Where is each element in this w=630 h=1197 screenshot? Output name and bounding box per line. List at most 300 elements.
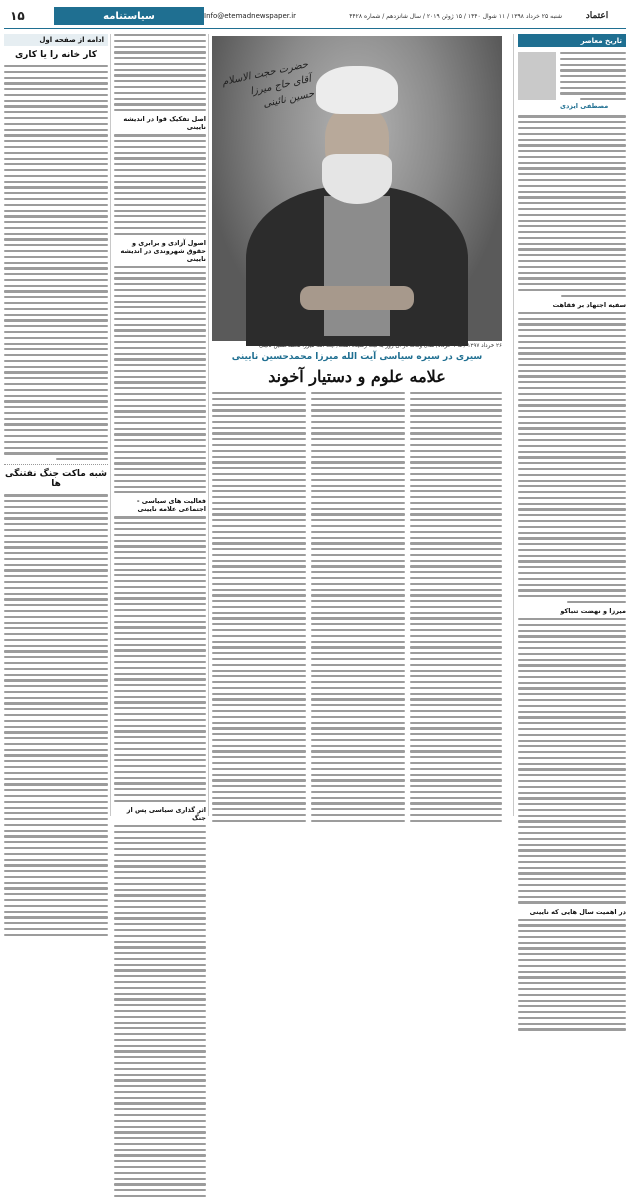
text-line bbox=[518, 797, 626, 799]
text-line bbox=[114, 848, 206, 850]
text-line bbox=[4, 864, 108, 866]
text-line bbox=[114, 894, 206, 896]
article-text bbox=[114, 825, 206, 1197]
text-line bbox=[114, 597, 206, 599]
text-line bbox=[212, 583, 306, 585]
text-line bbox=[311, 502, 405, 504]
text-line bbox=[560, 81, 626, 83]
text-line bbox=[114, 480, 206, 482]
text-line bbox=[311, 762, 405, 764]
text-line bbox=[518, 1011, 626, 1013]
text-line bbox=[4, 100, 108, 102]
text-line bbox=[4, 267, 108, 269]
text-line bbox=[212, 704, 306, 706]
text-line bbox=[518, 670, 626, 672]
text-line bbox=[114, 134, 206, 136]
text-line bbox=[311, 698, 405, 700]
text-line bbox=[212, 750, 306, 752]
text-line bbox=[114, 644, 206, 646]
text-line bbox=[212, 727, 306, 729]
issue-line: شنبه ۲۵ خرداد ۱۳۹۸ / ۱۱ شوال ۱۴۴۰ / ۱۵ ژوئن ۲۰۱۹ / سال شانزدهم / شماره ۴۴۲۸ bbox=[349, 12, 562, 20]
text-line bbox=[4, 423, 108, 425]
text-line bbox=[212, 398, 306, 400]
text-line bbox=[114, 1137, 206, 1139]
text-line bbox=[518, 150, 626, 152]
text-line bbox=[114, 906, 206, 908]
text-line bbox=[114, 1085, 206, 1087]
text-line bbox=[410, 450, 502, 452]
text-line bbox=[518, 404, 626, 406]
text-line bbox=[518, 936, 626, 938]
text-line bbox=[560, 87, 626, 89]
text-line bbox=[114, 993, 206, 995]
text-line bbox=[114, 376, 206, 378]
text-line bbox=[212, 774, 306, 776]
text-line bbox=[114, 551, 206, 553]
text-line bbox=[311, 450, 405, 452]
text-line bbox=[4, 847, 108, 849]
newspaper-logo[interactable]: اعتماد bbox=[585, 11, 609, 21]
text-line bbox=[518, 734, 626, 736]
text-line bbox=[518, 982, 626, 984]
text-line bbox=[311, 704, 405, 706]
text-line bbox=[114, 163, 206, 165]
text-line bbox=[114, 1033, 206, 1035]
text-line bbox=[4, 616, 108, 618]
text-line bbox=[4, 535, 108, 537]
column-tab: تاریخ معاصر bbox=[518, 34, 626, 47]
column-divider bbox=[208, 34, 209, 816]
text-line bbox=[410, 681, 502, 683]
text-line bbox=[311, 537, 405, 539]
text-line bbox=[4, 134, 108, 136]
text-line bbox=[114, 1102, 206, 1104]
subhead: در اهمیت سال هایی که نایینی bbox=[529, 907, 626, 916]
text-line bbox=[212, 432, 306, 434]
text-line bbox=[518, 127, 626, 129]
text-line bbox=[212, 808, 306, 810]
text-line bbox=[114, 353, 206, 355]
text-line bbox=[114, 900, 206, 902]
text-line bbox=[212, 438, 306, 440]
text-line bbox=[4, 760, 108, 762]
text-line bbox=[114, 626, 206, 628]
text-line bbox=[4, 308, 108, 310]
text-line bbox=[311, 565, 405, 567]
text-line bbox=[410, 762, 502, 764]
text-line bbox=[311, 820, 405, 822]
subhead: اثر گذاری سیاسی پس از جنگ bbox=[126, 805, 206, 822]
text-line bbox=[114, 433, 206, 435]
text-line bbox=[311, 554, 405, 556]
text-line bbox=[518, 884, 626, 886]
text-line bbox=[518, 809, 626, 811]
text-line bbox=[518, 635, 626, 637]
text-line bbox=[410, 802, 502, 804]
text-line bbox=[114, 534, 206, 536]
text-line bbox=[212, 600, 306, 602]
text-line bbox=[410, 485, 502, 487]
text-line bbox=[518, 191, 626, 193]
text-line bbox=[311, 456, 405, 458]
text-line bbox=[4, 668, 108, 670]
text-line bbox=[4, 905, 108, 907]
text-line bbox=[114, 877, 206, 879]
text-line bbox=[114, 34, 206, 36]
text-line bbox=[311, 664, 405, 666]
text-line bbox=[410, 716, 502, 718]
text-line bbox=[311, 733, 405, 735]
text-line bbox=[4, 558, 108, 560]
text-line bbox=[311, 617, 405, 619]
column-divider bbox=[110, 34, 111, 816]
text-line bbox=[518, 896, 626, 898]
text-line bbox=[518, 520, 626, 522]
text-line bbox=[410, 629, 502, 631]
text-line bbox=[4, 395, 108, 397]
text-line bbox=[4, 181, 108, 183]
text-line bbox=[114, 935, 206, 937]
text-line bbox=[4, 129, 108, 131]
text-line bbox=[4, 529, 108, 531]
text-line bbox=[518, 225, 626, 227]
text-line bbox=[114, 221, 206, 223]
text-line bbox=[56, 458, 108, 460]
text-line bbox=[114, 831, 206, 833]
text-line bbox=[4, 227, 108, 229]
text-line bbox=[4, 412, 108, 414]
text-line bbox=[518, 289, 626, 291]
text-line bbox=[311, 716, 405, 718]
continuation-tag: ادامه از صفحه اول bbox=[4, 34, 108, 46]
text-line bbox=[114, 969, 206, 971]
intro-text bbox=[560, 52, 626, 110]
text-line bbox=[410, 565, 502, 567]
text-line bbox=[518, 329, 626, 331]
text-line bbox=[212, 791, 306, 793]
text-line bbox=[114, 1114, 206, 1116]
article-text bbox=[4, 65, 108, 460]
text-line bbox=[212, 427, 306, 429]
text-line bbox=[410, 508, 502, 510]
text-line bbox=[4, 783, 108, 785]
text-line bbox=[114, 157, 206, 159]
text-line bbox=[311, 542, 405, 544]
text-line bbox=[518, 526, 626, 528]
text-line bbox=[114, 1091, 206, 1093]
text-line bbox=[518, 491, 626, 493]
text-line bbox=[311, 791, 405, 793]
section-divider bbox=[4, 464, 108, 465]
text-line bbox=[4, 175, 108, 177]
text-line bbox=[114, 889, 206, 891]
text-line bbox=[518, 277, 626, 279]
text-line bbox=[4, 494, 108, 496]
text-line bbox=[518, 740, 626, 742]
text-line bbox=[311, 675, 405, 677]
text-line bbox=[4, 400, 108, 402]
text-line bbox=[410, 727, 502, 729]
text-line bbox=[4, 928, 108, 930]
text-line bbox=[4, 598, 108, 600]
text-line bbox=[518, 560, 626, 562]
text-line bbox=[311, 814, 405, 816]
text-line bbox=[212, 496, 306, 498]
photo-caption: ۲۶ خرداد ۱۲۹۷ / ۱۹۵ خرداد/ سال وفات در آن روز به ثبت رسیده است/ آیت الله میرزا محمدحسین نائینی bbox=[258, 343, 502, 349]
text-line bbox=[114, 399, 206, 401]
text-line bbox=[212, 473, 306, 475]
text-line bbox=[4, 105, 108, 107]
text-line bbox=[311, 392, 405, 394]
text-line bbox=[311, 444, 405, 446]
text-line bbox=[518, 942, 626, 944]
text-line bbox=[114, 312, 206, 314]
text-line bbox=[114, 1004, 206, 1006]
text-line bbox=[410, 774, 502, 776]
text-line bbox=[518, 838, 626, 840]
text-line bbox=[410, 467, 502, 469]
text-line bbox=[518, 358, 626, 360]
text-line bbox=[4, 500, 108, 502]
text-line bbox=[212, 450, 306, 452]
text-line bbox=[518, 792, 626, 794]
text-line bbox=[4, 123, 108, 125]
text-line bbox=[212, 814, 306, 816]
text-line bbox=[114, 574, 206, 576]
text-line bbox=[518, 751, 626, 753]
text-line bbox=[212, 652, 306, 654]
text-line bbox=[311, 785, 405, 787]
text-line bbox=[212, 635, 306, 637]
text-line bbox=[518, 375, 626, 377]
text-line bbox=[4, 435, 108, 437]
text-line bbox=[560, 52, 626, 54]
text-line bbox=[114, 1183, 206, 1185]
text-line bbox=[114, 204, 206, 206]
text-line bbox=[410, 571, 502, 573]
text-line bbox=[212, 623, 306, 625]
text-line bbox=[4, 117, 108, 119]
text-line bbox=[114, 865, 206, 867]
text-line bbox=[311, 779, 405, 781]
text-line bbox=[212, 485, 306, 487]
text-line bbox=[518, 745, 626, 747]
text-line bbox=[518, 196, 626, 198]
text-line bbox=[4, 343, 108, 345]
text-line bbox=[518, 162, 626, 164]
text-line bbox=[114, 215, 206, 217]
text-line bbox=[518, 711, 626, 713]
text-line bbox=[114, 929, 206, 931]
text-line bbox=[114, 580, 206, 582]
text-line bbox=[518, 861, 626, 863]
text-line bbox=[114, 410, 206, 412]
text-line bbox=[311, 415, 405, 417]
text-line bbox=[4, 650, 108, 652]
text-line bbox=[567, 601, 626, 603]
text-line bbox=[114, 283, 206, 285]
text-line bbox=[410, 415, 502, 417]
text-line bbox=[518, 422, 626, 424]
text-line bbox=[560, 69, 626, 71]
text-line bbox=[518, 248, 626, 250]
text-line bbox=[4, 163, 108, 165]
story-column-1 bbox=[410, 392, 502, 816]
text-line bbox=[518, 1000, 626, 1002]
text-line bbox=[114, 40, 206, 42]
text-line bbox=[4, 204, 108, 206]
text-line bbox=[4, 198, 108, 200]
text-line bbox=[114, 860, 206, 862]
text-line bbox=[518, 1017, 626, 1019]
text-line bbox=[311, 635, 405, 637]
text-line bbox=[311, 577, 405, 579]
contact-email[interactable]: Info@etemadnewspaper.ir bbox=[204, 12, 297, 20]
text-line bbox=[518, 878, 626, 880]
text-line bbox=[212, 820, 306, 822]
text-line bbox=[560, 92, 626, 94]
text-line bbox=[410, 808, 502, 810]
text-line bbox=[518, 260, 626, 262]
text-line bbox=[518, 578, 626, 580]
text-line bbox=[212, 531, 306, 533]
text-line bbox=[212, 444, 306, 446]
text-line bbox=[311, 623, 405, 625]
text-line bbox=[4, 685, 108, 687]
text-line bbox=[410, 438, 502, 440]
text-line bbox=[518, 352, 626, 354]
text-line bbox=[518, 647, 626, 649]
text-line bbox=[114, 759, 206, 761]
text-line bbox=[311, 687, 405, 689]
text-line bbox=[410, 641, 502, 643]
text-line bbox=[114, 545, 206, 547]
text-line bbox=[114, 923, 206, 925]
story-column-3 bbox=[212, 392, 306, 816]
text-line bbox=[518, 208, 626, 210]
text-line bbox=[212, 739, 306, 741]
text-line bbox=[311, 606, 405, 608]
text-line bbox=[311, 652, 405, 654]
text-line bbox=[4, 807, 108, 809]
text-line bbox=[410, 409, 502, 411]
text-line bbox=[4, 279, 108, 281]
text-line bbox=[212, 733, 306, 735]
text-line bbox=[4, 546, 108, 548]
portrait-photo bbox=[212, 36, 502, 341]
text-line bbox=[114, 917, 206, 919]
text-line bbox=[212, 594, 306, 596]
text-line bbox=[410, 537, 502, 539]
text-line bbox=[518, 803, 626, 805]
text-line bbox=[518, 867, 626, 869]
text-line bbox=[114, 871, 206, 873]
text-line bbox=[560, 75, 626, 77]
text-line bbox=[518, 115, 626, 117]
text-line bbox=[4, 841, 108, 843]
text-line bbox=[4, 360, 108, 362]
text-line bbox=[518, 480, 626, 482]
text-line bbox=[518, 595, 626, 597]
text-line bbox=[4, 593, 108, 595]
article-text bbox=[114, 134, 206, 234]
text-line bbox=[4, 77, 108, 79]
text-line bbox=[4, 691, 108, 693]
text-line bbox=[410, 404, 502, 406]
text-line bbox=[4, 290, 108, 292]
text-line bbox=[114, 748, 206, 750]
text-line bbox=[114, 1062, 206, 1064]
text-line bbox=[114, 719, 206, 721]
text-line bbox=[518, 416, 626, 418]
text-line bbox=[311, 490, 405, 492]
subhead: فعالیت های سیاسی - اجتماعی علامه نایینی bbox=[136, 497, 206, 514]
text-line bbox=[114, 405, 206, 407]
text-line bbox=[410, 577, 502, 579]
text-line bbox=[311, 473, 405, 475]
text-line bbox=[4, 824, 108, 826]
author-block bbox=[518, 52, 626, 110]
text-line bbox=[114, 272, 206, 274]
text-line bbox=[4, 233, 108, 235]
box-title: کار خانه را یا کاری bbox=[14, 50, 98, 60]
text-line bbox=[410, 623, 502, 625]
text-line bbox=[4, 348, 108, 350]
text-line bbox=[212, 716, 306, 718]
text-line bbox=[114, 964, 206, 966]
text-line bbox=[114, 491, 206, 493]
text-line bbox=[212, 554, 306, 556]
text-line bbox=[518, 387, 626, 389]
text-line bbox=[311, 808, 405, 810]
text-line bbox=[518, 156, 626, 158]
text-line bbox=[114, 661, 206, 663]
text-line bbox=[114, 445, 206, 447]
text-line bbox=[114, 655, 206, 657]
text-line bbox=[114, 1056, 206, 1058]
text-line bbox=[518, 283, 626, 285]
text-line bbox=[212, 670, 306, 672]
text-line bbox=[311, 525, 405, 527]
text-line bbox=[4, 337, 108, 339]
text-line bbox=[114, 998, 206, 1000]
text-line bbox=[4, 916, 108, 918]
text-line bbox=[114, 854, 206, 856]
text-line bbox=[212, 785, 306, 787]
text-line bbox=[410, 635, 502, 637]
text-line bbox=[4, 406, 108, 408]
text-line bbox=[212, 409, 306, 411]
text-line bbox=[410, 698, 502, 700]
text-line bbox=[311, 398, 405, 400]
text-line bbox=[518, 410, 626, 412]
text-line bbox=[114, 439, 206, 441]
text-line bbox=[114, 347, 206, 349]
text-line bbox=[410, 513, 502, 515]
text-line bbox=[114, 329, 206, 331]
header-rule bbox=[4, 28, 626, 29]
text-line bbox=[4, 71, 108, 73]
text-line bbox=[410, 432, 502, 434]
text-line bbox=[518, 815, 626, 817]
article-text bbox=[114, 516, 206, 801]
text-line bbox=[4, 325, 108, 327]
article-text bbox=[114, 266, 206, 494]
text-line bbox=[518, 167, 626, 169]
text-line bbox=[4, 296, 108, 298]
article-text bbox=[518, 919, 626, 1031]
text-line bbox=[114, 730, 206, 732]
